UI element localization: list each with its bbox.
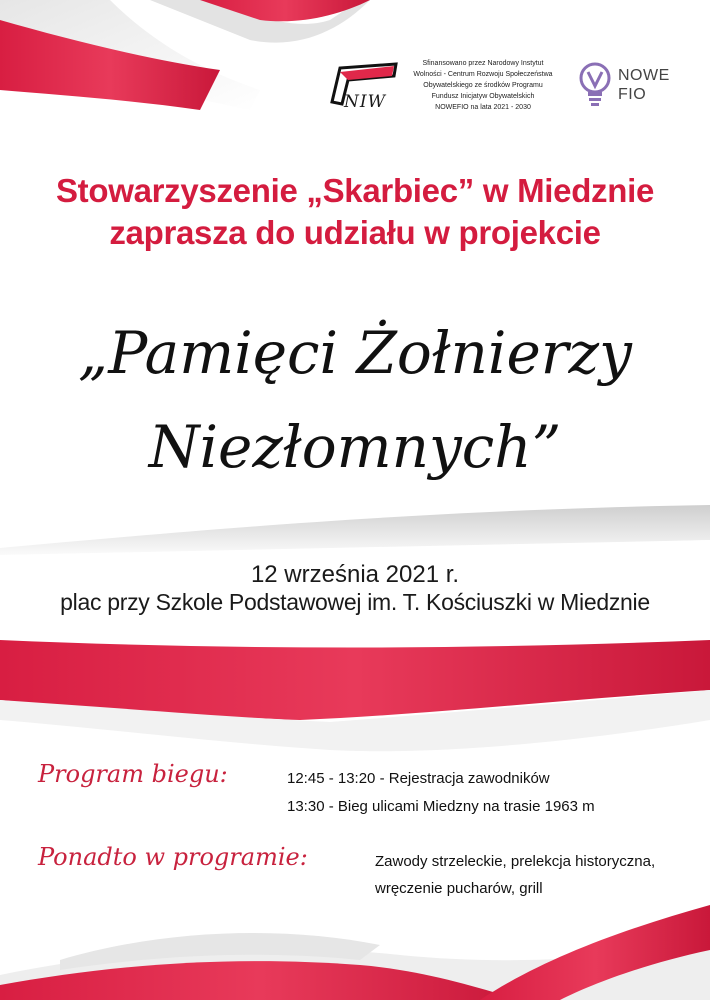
- niw-logo-text: NIW: [344, 92, 387, 112]
- lightbulb-icon: [577, 62, 613, 108]
- top-left-ribbon: [0, 0, 370, 110]
- event-date: 12 września 2021 r.: [250, 561, 460, 588]
- funding-line: Fundusz Inicjatyw Obywatelskich: [431, 93, 535, 100]
- event-place: plac przy Szkole Podstawowej im. T. Kościuszki w Miedznie: [60, 589, 650, 615]
- program-item: 12:45 - 13:20 - Rejestracja zawodników: [287, 770, 550, 787]
- bottom-ribbon: [0, 905, 710, 1000]
- program-label: Program biegu:: [38, 760, 228, 788]
- extra-program-line: Zawody strzeleckie, prelekcja historyczna,: [375, 853, 656, 870]
- funding-line: NOWEFIO na lata 2021 - 2030: [435, 104, 531, 111]
- funding-note: [408, 58, 558, 113]
- project-title: [0, 306, 710, 494]
- headline: [0, 170, 710, 254]
- extra-program-label: Ponadto w programie:: [38, 843, 308, 871]
- funding-line: Wolności - Centrum Rozwoju Społeczeństwa: [413, 71, 553, 78]
- fio-logo-text: [618, 66, 670, 104]
- fio-logo-line: FIO: [618, 86, 647, 103]
- funding-line: Sfinansowano przez Narodowy Instytut: [422, 60, 544, 67]
- headline-line: zaprasza do udziału w projekcie: [109, 214, 601, 251]
- project-title-line: Niezłomnych”: [148, 413, 562, 481]
- fio-logo-line: NOWE: [618, 67, 670, 84]
- funding-line: Obywatelskiego ze środków Programu: [423, 82, 543, 89]
- program-item: 13:30 - Bieg ulicami Miedzny na trasie 1963 m: [287, 798, 595, 815]
- project-title-line: „Pamięci Żołnierzy: [78, 319, 632, 387]
- extra-program-line: wręczenie pucharów, grill: [375, 880, 543, 897]
- headline-line: Stowarzyszenie „Skarbiec” w Miedznie: [55, 172, 655, 209]
- middle-ribbon: [0, 505, 710, 751]
